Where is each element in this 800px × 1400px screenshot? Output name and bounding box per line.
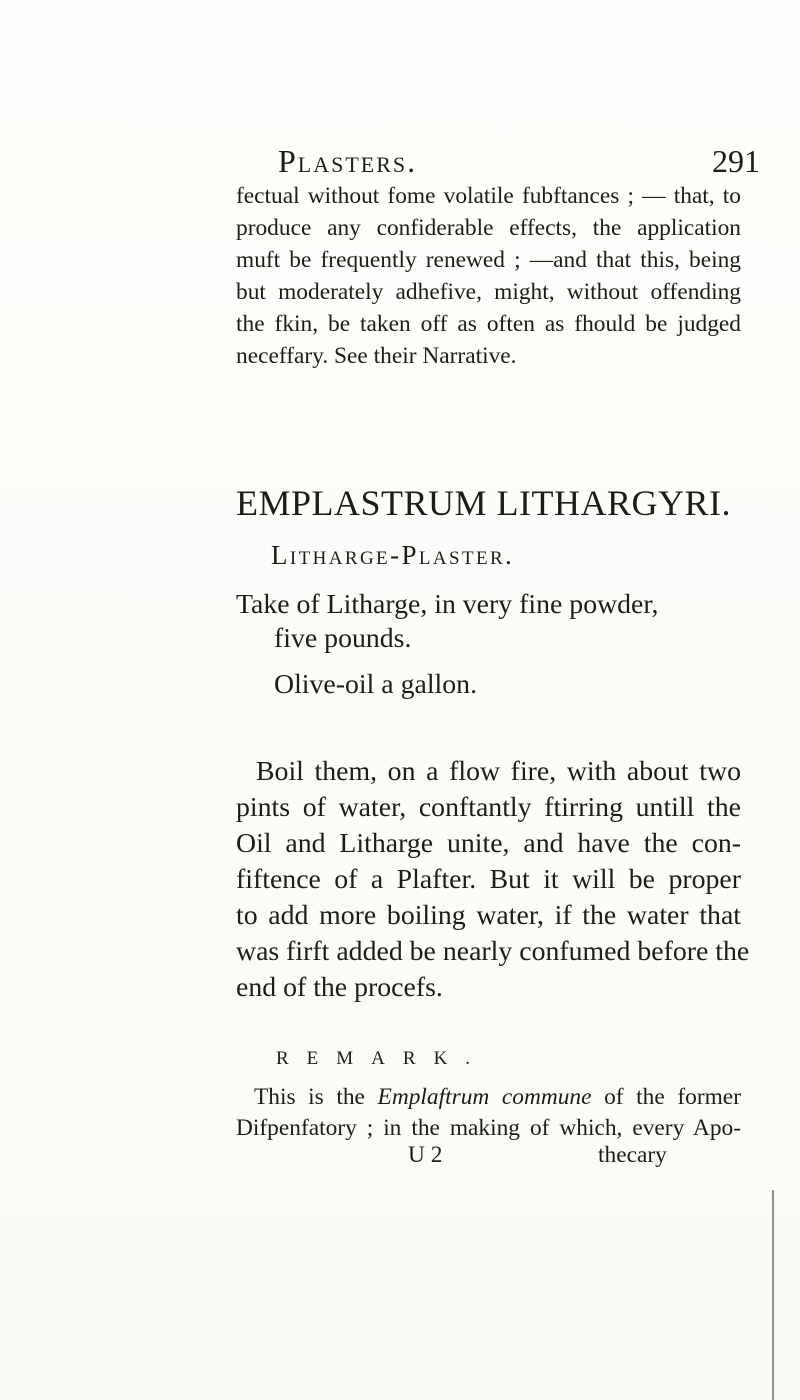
running-head (0, 143, 800, 183)
method-line: end of the procefs. (236, 972, 443, 1003)
intro-line: muft be frequently renewed ; —and that this, being (236, 247, 741, 273)
running-title: Plasters. (278, 143, 418, 179)
page-footer (0, 1142, 800, 1176)
signature-mark: U 2 (408, 1142, 443, 1168)
catchword: thecary (598, 1142, 667, 1168)
ingredient-continuation: five pounds. (274, 623, 412, 654)
intro-line: the fkin, be taken off as often as fhould be judged (236, 311, 741, 337)
remark-text: of the former (604, 1084, 741, 1110)
intro-line: but moderately adhefive, might, without offending (236, 279, 741, 305)
method-line: to add more boiling water, if the water that (236, 900, 741, 931)
method-line: pints of water, conftantly ftirring untill the (236, 792, 741, 823)
page-edge-shadow (772, 1190, 774, 1400)
remark-paragraph (236, 1082, 741, 1144)
ingredient-text: Olive-oil a gallon. (274, 669, 478, 700)
intro-paragraph (236, 180, 741, 372)
method-line: Boil them, on a flow fire, with about two (256, 756, 741, 787)
ingredient-list (236, 588, 746, 714)
ingredient-item (236, 668, 746, 702)
remark-italic-title: Emplaftrum commune (377, 1084, 592, 1110)
recipe-heading: EMPLASTRUM LITHARGYRI. (236, 483, 732, 523)
remark-heading: REMARK. (276, 1048, 489, 1069)
page-number: 291 (712, 143, 760, 179)
ingredient-item (236, 588, 746, 656)
remark-line (236, 1082, 741, 1113)
intro-line: produce any confiderable effects, the application (236, 215, 741, 241)
remark-text: This is the (254, 1084, 365, 1110)
method-line: fiftence of a Plafter. But it will be proper (236, 864, 741, 895)
intro-line: neceffary. See their Narrative. (236, 343, 517, 369)
recipe-subheading: Litharge-Plaster. (271, 540, 515, 570)
method-paragraph (236, 754, 750, 1006)
intro-line: fectual without fome volatile fubftances ; — that, to (236, 183, 741, 209)
remark-line: Difpenfatory ; in the making of which, every Apo- (236, 1115, 741, 1141)
method-line: was firft added be nearly confumed before the (236, 936, 750, 967)
method-line: Oil and Litharge unite, and have the con- (236, 828, 741, 859)
ingredient-text: Take of Litharge, in very fine powder, (236, 589, 659, 620)
